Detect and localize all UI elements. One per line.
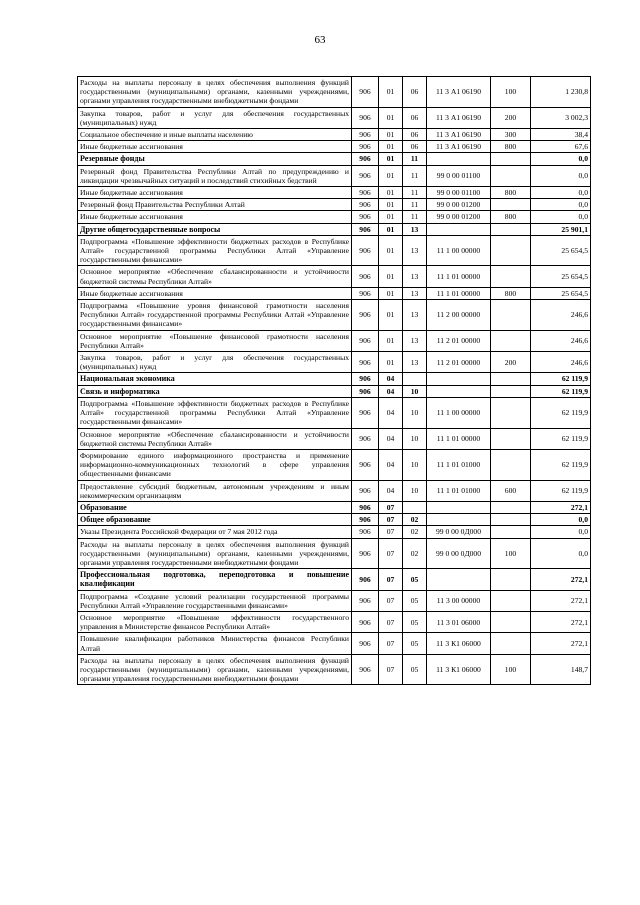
row-target-article-code bbox=[427, 385, 491, 397]
row-section-code: 01 bbox=[379, 352, 403, 373]
row-subsection-code: 02 bbox=[403, 514, 427, 526]
row-expense-type-code bbox=[491, 397, 531, 428]
row-amount: 25 654,5 bbox=[531, 287, 591, 299]
row-grbs-code: 906 bbox=[352, 266, 379, 287]
row-name: Общее образование bbox=[78, 514, 352, 526]
table-row bbox=[78, 526, 591, 538]
row-target-article-code: 11 1 01 00000 bbox=[427, 266, 491, 287]
table-row bbox=[78, 538, 591, 569]
row-grbs-code: 906 bbox=[352, 501, 379, 513]
row-name: Иные бюджетные ассигнования bbox=[78, 287, 352, 299]
table-row bbox=[78, 330, 591, 351]
row-grbs-code: 906 bbox=[352, 235, 379, 266]
row-section-code: 07 bbox=[379, 633, 403, 654]
row-target-article-code: 11 3 К1 06000 bbox=[427, 654, 491, 685]
row-name: Профессиональная подготовка, переподготовка и повышение квалификации bbox=[78, 569, 352, 590]
row-subsection-code bbox=[403, 373, 427, 385]
row-name: Иные бюджетные ассигнования bbox=[78, 141, 352, 153]
row-name: Резервные фонды bbox=[78, 153, 352, 165]
row-expense-type-code bbox=[491, 590, 531, 611]
row-amount: 272,1 bbox=[531, 590, 591, 611]
row-section-code: 01 bbox=[379, 223, 403, 235]
row-target-article-code: 99 0 00 0Д000 bbox=[427, 538, 491, 569]
table-row bbox=[78, 287, 591, 299]
row-expense-type-code bbox=[491, 526, 531, 538]
row-amount: 272,1 bbox=[531, 501, 591, 513]
row-target-article-code: 11 1 00 00000 bbox=[427, 397, 491, 428]
row-subsection-code: 02 bbox=[403, 538, 427, 569]
row-expense-type-code bbox=[491, 428, 531, 449]
row-amount: 0,0 bbox=[531, 211, 591, 223]
row-grbs-code: 906 bbox=[352, 526, 379, 538]
row-section-code: 04 bbox=[379, 428, 403, 449]
row-expense-type-code bbox=[491, 569, 531, 590]
row-grbs-code: 906 bbox=[352, 211, 379, 223]
row-expense-type-code: 200 bbox=[491, 352, 531, 373]
row-target-article-code: 11 3 А1 06190 bbox=[427, 107, 491, 128]
row-target-article-code bbox=[427, 153, 491, 165]
row-amount: 62 119,9 bbox=[531, 449, 591, 480]
row-target-article-code bbox=[427, 501, 491, 513]
row-grbs-code: 906 bbox=[352, 129, 379, 141]
row-expense-type-code: 800 bbox=[491, 287, 531, 299]
row-name: Повышение квалификации работников Министерства финансов Республики Алтай bbox=[78, 633, 352, 654]
table-row bbox=[78, 165, 591, 186]
row-grbs-code: 906 bbox=[352, 165, 379, 186]
row-expense-type-code: 800 bbox=[491, 211, 531, 223]
row-expense-type-code bbox=[491, 611, 531, 632]
row-section-code: 01 bbox=[379, 300, 403, 331]
row-section-code: 07 bbox=[379, 590, 403, 611]
row-name: Закупка товаров, работ и услуг для обеспечения государственных (муниципальных) нужд bbox=[78, 352, 352, 373]
row-amount: 246,6 bbox=[531, 330, 591, 351]
row-name: Подпрограмма «Повышение уровня финансовой грамотности населения Республики Алтай» государственной программы Республики Алтай «Управление государственными финансами» bbox=[78, 300, 352, 331]
table-row bbox=[78, 107, 591, 128]
row-grbs-code: 906 bbox=[352, 373, 379, 385]
row-subsection-code: 05 bbox=[403, 611, 427, 632]
row-section-code: 01 bbox=[379, 129, 403, 141]
row-subsection-code: 05 bbox=[403, 590, 427, 611]
row-target-article-code: 11 1 01 00000 bbox=[427, 428, 491, 449]
row-section-code: 01 bbox=[379, 165, 403, 186]
row-expense-type-code bbox=[491, 385, 531, 397]
row-amount: 62 119,9 bbox=[531, 385, 591, 397]
row-amount: 0,0 bbox=[531, 514, 591, 526]
row-grbs-code: 906 bbox=[352, 77, 379, 108]
row-section-code: 04 bbox=[379, 480, 403, 501]
row-target-article-code: 11 2 00 00000 bbox=[427, 300, 491, 331]
row-grbs-code: 906 bbox=[352, 330, 379, 351]
row-target-article-code: 11 3 01 06000 bbox=[427, 611, 491, 632]
table-row bbox=[78, 266, 591, 287]
row-target-article-code bbox=[427, 223, 491, 235]
row-section-code: 07 bbox=[379, 538, 403, 569]
row-expense-type-code bbox=[491, 633, 531, 654]
row-section-code: 07 bbox=[379, 611, 403, 632]
row-subsection-code: 13 bbox=[403, 352, 427, 373]
row-target-article-code: 11 1 00 00000 bbox=[427, 235, 491, 266]
row-section-code: 01 bbox=[379, 77, 403, 108]
table-row bbox=[78, 633, 591, 654]
table-row bbox=[78, 569, 591, 590]
row-name: Образование bbox=[78, 501, 352, 513]
row-name: Основное мероприятие «Повышение финансовой грамотности населения Республики Алтай» bbox=[78, 330, 352, 351]
row-section-code: 01 bbox=[379, 287, 403, 299]
row-section-code: 01 bbox=[379, 153, 403, 165]
row-target-article-code: 99 0 00 01100 bbox=[427, 165, 491, 186]
row-subsection-code: 10 bbox=[403, 449, 427, 480]
row-grbs-code: 906 bbox=[352, 633, 379, 654]
row-section-code: 04 bbox=[379, 397, 403, 428]
row-subsection-code: 10 bbox=[403, 428, 427, 449]
table-row bbox=[78, 141, 591, 153]
row-expense-type-code bbox=[491, 501, 531, 513]
row-subsection-code: 10 bbox=[403, 397, 427, 428]
budget-table bbox=[77, 76, 591, 685]
row-name: Основное мероприятие «Повышение эффективности государственного управления в Министерстве финансов Республики Алтай» bbox=[78, 611, 352, 632]
table-row bbox=[78, 385, 591, 397]
row-target-article-code: 11 3 00 00000 bbox=[427, 590, 491, 611]
row-target-article-code bbox=[427, 569, 491, 590]
row-expense-type-code: 300 bbox=[491, 129, 531, 141]
row-name: Подпрограмма «Повышение эффективности бюджетных расходов в Республике Алтай» государственной программы Республики Алтай «Управление государственными финансами» bbox=[78, 397, 352, 428]
row-name: Расходы на выплаты персоналу в целях обеспечения выполнения функций государственными (муниципальными) органами, казенными учреждениями, органами управления государственными внебюджетными фондами bbox=[78, 77, 352, 108]
row-target-article-code: 99 0 00 01200 bbox=[427, 211, 491, 223]
row-section-code: 01 bbox=[379, 211, 403, 223]
table-row bbox=[78, 449, 591, 480]
row-name: Резервный фонд Правительства Республики Алтай по предупреждению и ликвидации чрезвычайных ситуаций и последствий стихийных бедствий bbox=[78, 165, 352, 186]
row-target-article-code: 99 0 00 01200 bbox=[427, 199, 491, 211]
table-row bbox=[78, 187, 591, 199]
table-row bbox=[78, 654, 591, 685]
row-name: Иные бюджетные ассигнования bbox=[78, 187, 352, 199]
row-amount: 25 654,5 bbox=[531, 235, 591, 266]
row-name: Подпрограмма «Повышение эффективности бюджетных расходов в Республике Алтай» государственной программы Республики Алтай «Управление государственными финансами» bbox=[78, 235, 352, 266]
row-section-code: 07 bbox=[379, 514, 403, 526]
row-name: Резервный фонд Правительства Республики Алтай bbox=[78, 199, 352, 211]
row-subsection-code: 05 bbox=[403, 633, 427, 654]
row-expense-type-code bbox=[491, 223, 531, 235]
table-row bbox=[78, 480, 591, 501]
row-name: Предоставление субсидий бюджетным, автономным учреждениям и иным некоммерческим организациям bbox=[78, 480, 352, 501]
row-section-code: 01 bbox=[379, 141, 403, 153]
row-subsection-code: 11 bbox=[403, 153, 427, 165]
row-name: Закупка товаров, работ и услуг для обеспечения государственных (муниципальных) нужд bbox=[78, 107, 352, 128]
row-section-code: 01 bbox=[379, 266, 403, 287]
row-name: Социальное обеспечение и иные выплаты населению bbox=[78, 129, 352, 141]
row-amount: 38,4 bbox=[531, 129, 591, 141]
row-amount: 62 119,9 bbox=[531, 428, 591, 449]
table-row bbox=[78, 428, 591, 449]
row-name: Связь и информатика bbox=[78, 385, 352, 397]
row-expense-type-code: 100 bbox=[491, 538, 531, 569]
row-grbs-code: 906 bbox=[352, 287, 379, 299]
row-section-code: 07 bbox=[379, 501, 403, 513]
table-row bbox=[78, 514, 591, 526]
row-amount: 0,0 bbox=[531, 165, 591, 186]
row-section-code: 01 bbox=[379, 235, 403, 266]
row-amount: 0,0 bbox=[531, 153, 591, 165]
row-section-code: 01 bbox=[379, 199, 403, 211]
row-name: Формирование единого информационного пространства и применение информационно-коммуникационных технологий в сфере управления общественными финансами bbox=[78, 449, 352, 480]
row-subsection-code: 10 bbox=[403, 385, 427, 397]
row-expense-type-code: 600 bbox=[491, 480, 531, 501]
row-amount: 246,6 bbox=[531, 352, 591, 373]
row-target-article-code: 11 3 К1 06000 bbox=[427, 633, 491, 654]
row-grbs-code: 906 bbox=[352, 428, 379, 449]
row-expense-type-code bbox=[491, 235, 531, 266]
table-row bbox=[78, 590, 591, 611]
row-amount: 62 119,9 bbox=[531, 373, 591, 385]
row-target-article-code: 11 1 01 01000 bbox=[427, 449, 491, 480]
row-grbs-code: 906 bbox=[352, 480, 379, 501]
row-grbs-code: 906 bbox=[352, 300, 379, 331]
row-expense-type-code: 100 bbox=[491, 654, 531, 685]
row-expense-type-code: 800 bbox=[491, 187, 531, 199]
row-subsection-code: 13 bbox=[403, 287, 427, 299]
row-grbs-code: 906 bbox=[352, 397, 379, 428]
page-number: 63 bbox=[314, 34, 326, 46]
row-subsection-code: 05 bbox=[403, 569, 427, 590]
row-amount: 1 230,8 bbox=[531, 77, 591, 108]
row-subsection-code: 11 bbox=[403, 199, 427, 211]
row-subsection-code: 06 bbox=[403, 107, 427, 128]
row-amount: 0,0 bbox=[531, 526, 591, 538]
row-amount: 25 901,1 bbox=[531, 223, 591, 235]
table-row bbox=[78, 223, 591, 235]
row-subsection-code: 10 bbox=[403, 480, 427, 501]
table-row bbox=[78, 77, 591, 108]
row-grbs-code: 906 bbox=[352, 223, 379, 235]
table-row bbox=[78, 153, 591, 165]
row-expense-type-code bbox=[491, 300, 531, 331]
row-grbs-code: 906 bbox=[352, 107, 379, 128]
row-section-code: 01 bbox=[379, 107, 403, 128]
row-grbs-code: 906 bbox=[352, 538, 379, 569]
table-row bbox=[78, 352, 591, 373]
row-subsection-code: 11 bbox=[403, 211, 427, 223]
row-expense-type-code bbox=[491, 449, 531, 480]
row-amount: 148,7 bbox=[531, 654, 591, 685]
row-grbs-code: 906 bbox=[352, 569, 379, 590]
table-row bbox=[78, 611, 591, 632]
row-section-code: 07 bbox=[379, 654, 403, 685]
row-name: Другие общегосударственные вопросы bbox=[78, 223, 352, 235]
row-target-article-code: 11 1 01 01000 bbox=[427, 480, 491, 501]
table-row bbox=[78, 300, 591, 331]
row-subsection-code: 13 bbox=[403, 300, 427, 331]
row-expense-type-code: 800 bbox=[491, 141, 531, 153]
row-grbs-code: 906 bbox=[352, 654, 379, 685]
row-amount: 272,1 bbox=[531, 633, 591, 654]
row-subsection-code: 13 bbox=[403, 235, 427, 266]
row-grbs-code: 906 bbox=[352, 153, 379, 165]
row-expense-type-code: 200 bbox=[491, 107, 531, 128]
row-subsection-code: 11 bbox=[403, 165, 427, 186]
row-name: Национальная экономика bbox=[78, 373, 352, 385]
row-target-article-code: 11 3 А1 06190 bbox=[427, 141, 491, 153]
row-target-article-code bbox=[427, 373, 491, 385]
row-name: Расходы на выплаты персоналу в целях обеспечения выполнения функций государственными (муниципальными) органами, казенными учреждениями, органами управления государственными внебюджетными фондами bbox=[78, 538, 352, 569]
row-expense-type-code: 100 bbox=[491, 77, 531, 108]
table-row bbox=[78, 211, 591, 223]
row-subsection-code: 06 bbox=[403, 141, 427, 153]
row-expense-type-code bbox=[491, 514, 531, 526]
row-target-article-code bbox=[427, 514, 491, 526]
table-row bbox=[78, 501, 591, 513]
row-amount: 62 119,9 bbox=[531, 397, 591, 428]
row-section-code: 04 bbox=[379, 385, 403, 397]
row-target-article-code: 11 2 01 00000 bbox=[427, 330, 491, 351]
row-expense-type-code bbox=[491, 165, 531, 186]
row-section-code: 07 bbox=[379, 526, 403, 538]
row-name: Подпрограмма «Создание условий реализации государственной программы Республики Алтай «Управление государственными финансами» bbox=[78, 590, 352, 611]
row-subsection-code: 06 bbox=[403, 129, 427, 141]
row-section-code: 07 bbox=[379, 569, 403, 590]
row-target-article-code: 99 0 00 0Д000 bbox=[427, 526, 491, 538]
row-grbs-code: 906 bbox=[352, 141, 379, 153]
row-grbs-code: 906 bbox=[352, 187, 379, 199]
row-section-code: 04 bbox=[379, 373, 403, 385]
row-expense-type-code bbox=[491, 199, 531, 211]
row-name: Иные бюджетные ассигнования bbox=[78, 211, 352, 223]
table-row bbox=[78, 397, 591, 428]
row-section-code: 04 bbox=[379, 449, 403, 480]
row-target-article-code: 11 3 А1 06190 bbox=[427, 129, 491, 141]
row-section-code: 01 bbox=[379, 187, 403, 199]
row-target-article-code: 99 0 00 01100 bbox=[427, 187, 491, 199]
row-target-article-code: 11 2 01 00000 bbox=[427, 352, 491, 373]
row-expense-type-code bbox=[491, 330, 531, 351]
table-row bbox=[78, 199, 591, 211]
row-name: Основное мероприятие «Обеспечение сбалансированности и устойчивости бюджетной системы Республики Алтай» bbox=[78, 266, 352, 287]
row-amount: 62 119,9 bbox=[531, 480, 591, 501]
table-row bbox=[78, 373, 591, 385]
row-grbs-code: 906 bbox=[352, 611, 379, 632]
row-grbs-code: 906 bbox=[352, 514, 379, 526]
row-amount: 25 654,5 bbox=[531, 266, 591, 287]
row-expense-type-code bbox=[491, 153, 531, 165]
row-name: Указы Президента Российской Федерации от 7 мая 2012 года bbox=[78, 526, 352, 538]
row-amount: 246,6 bbox=[531, 300, 591, 331]
row-expense-type-code bbox=[491, 266, 531, 287]
row-subsection-code: 13 bbox=[403, 266, 427, 287]
row-subsection-code: 13 bbox=[403, 223, 427, 235]
row-amount: 0,0 bbox=[531, 187, 591, 199]
row-name: Основное мероприятие «Обеспечение сбалансированности и устойчивости бюджетной системы Республики Алтай» bbox=[78, 428, 352, 449]
row-amount: 3 002,3 bbox=[531, 107, 591, 128]
row-grbs-code: 906 bbox=[352, 352, 379, 373]
table-row bbox=[78, 235, 591, 266]
row-grbs-code: 906 bbox=[352, 449, 379, 480]
row-amount: 0,0 bbox=[531, 538, 591, 569]
row-target-article-code: 11 3 А1 06190 bbox=[427, 77, 491, 108]
table-row bbox=[78, 129, 591, 141]
row-subsection-code: 02 bbox=[403, 526, 427, 538]
row-subsection-code bbox=[403, 501, 427, 513]
row-section-code: 01 bbox=[379, 330, 403, 351]
row-subsection-code: 05 bbox=[403, 654, 427, 685]
row-name: Расходы на выплаты персоналу в целях обеспечения выполнения функций государственными (муниципальными) органами, казенными учреждениями, органами управления государственными внебюджетными фондами bbox=[78, 654, 352, 685]
row-grbs-code: 906 bbox=[352, 199, 379, 211]
row-amount: 0,0 bbox=[531, 199, 591, 211]
row-subsection-code: 06 bbox=[403, 77, 427, 108]
row-subsection-code: 13 bbox=[403, 330, 427, 351]
row-grbs-code: 906 bbox=[352, 590, 379, 611]
row-amount: 272,1 bbox=[531, 569, 591, 590]
row-grbs-code: 906 bbox=[352, 385, 379, 397]
row-expense-type-code bbox=[491, 373, 531, 385]
row-target-article-code: 11 1 01 00000 bbox=[427, 287, 491, 299]
row-amount: 67,6 bbox=[531, 141, 591, 153]
row-amount: 272,1 bbox=[531, 611, 591, 632]
row-subsection-code: 11 bbox=[403, 187, 427, 199]
